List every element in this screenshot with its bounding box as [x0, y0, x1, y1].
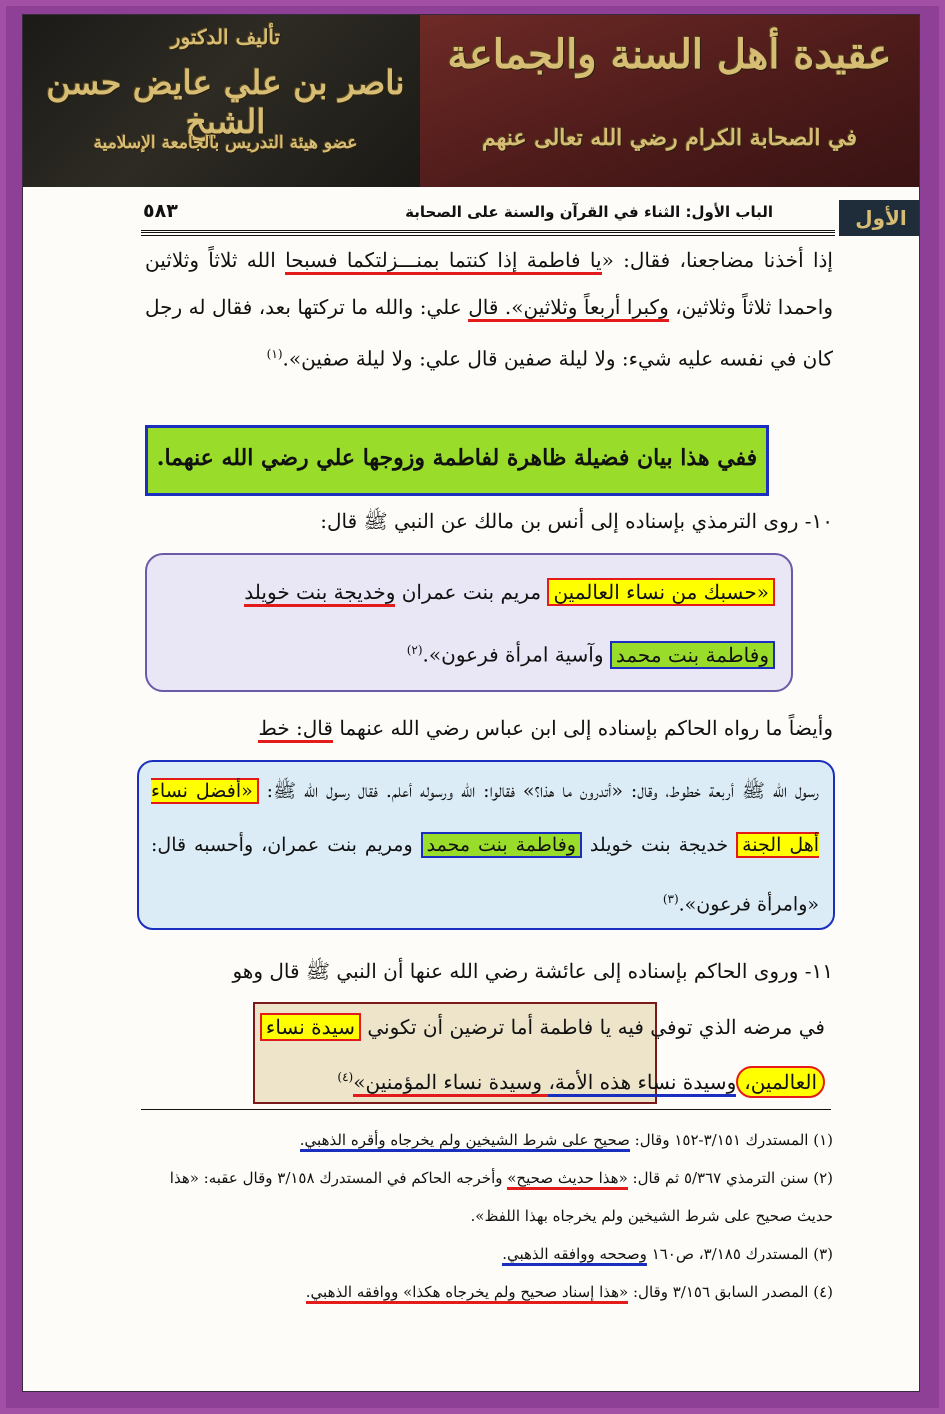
summary-box: [145, 425, 769, 496]
footnote-ref: (١): [266, 347, 283, 361]
header-rule: [141, 230, 835, 236]
circled-phrase: العالمين،: [736, 1066, 825, 1098]
text-span: مريم بنت عمران: [395, 580, 548, 604]
underlined-phrase: وسيدة نساء المؤمنين»: [353, 1070, 548, 1097]
underlined-phrase: وسيدة نساء هذه الأمة،: [548, 1070, 736, 1097]
paragraph-hakim: [145, 705, 833, 752]
footnote-rule: [141, 1109, 831, 1110]
underlined-phrase: قال: خط: [258, 716, 333, 743]
footnote-3: [143, 1235, 833, 1273]
hadith-box-3: [131, 1000, 831, 1104]
hadith-box-1: [145, 553, 793, 692]
volume-badge: الأول: [839, 200, 920, 236]
author-name: ناصر بن علي عايض حسن الشيخ: [46, 63, 405, 141]
footnote-underlined: «هذا حديث صحيح»: [507, 1169, 628, 1190]
paragraph-hadith-intro: [145, 237, 833, 383]
text-span: ومريم بنت عمران، وأحسبه قال: «وامرأة فرعون».: [151, 834, 819, 916]
text-span: إذا أخذنا مضاجعنا، فقال: «: [601, 248, 833, 272]
author-prefix: تأليف الدكتور: [170, 25, 281, 49]
footnote-2: [143, 1159, 833, 1235]
book-subtitle: في الصحابة الكرام رضي الله تعالى عنهم: [482, 125, 857, 151]
hadith-3-text: [135, 1002, 825, 1107]
highlight-phrase: وفاطمة بنت محمد: [421, 832, 582, 858]
scanned-page: [22, 14, 920, 1392]
text-span: خديجة بنت خويلد: [581, 834, 737, 856]
hadith-2-text: [151, 764, 819, 931]
text-span: يا فاطمة أما ترضين أن تكوني: [360, 1015, 612, 1039]
item-10-text: ١٠- روى الترمذي بإسناده إلى أنس بن مالك عن النبي ﷺ قال:: [320, 509, 833, 533]
text-span: وآسية امرأة فرعون».: [422, 642, 610, 667]
chapter-title: الباب الأول: الثناء في القرآن والسنة على الصحابة: [405, 203, 773, 221]
text-span: علي: والله ما تركتها بعد، فقال له رجل كان في نفسه عليه شيء: ولا ليلة صفين قال علي: ولا ليلة صفين».: [145, 295, 833, 371]
footnote-text: وأخرجه الحاكم في المستدرك ٣/١٥٨ وقال عقبه: «هذا حديث صحيح على شرط الشيخين ولم يخرجاه بهذا اللفظ».: [169, 1169, 833, 1225]
hadith-1-text: [161, 563, 775, 684]
highlight-phrase: «حسبك من نساء العالمين: [547, 578, 775, 606]
footnote-text: (٤) المصدر السابق ٣/١٥٦ وقال:: [628, 1283, 833, 1301]
book-title: عقيدة أهل السنة والجماعة: [447, 31, 892, 78]
footnote-underlined: وصححه ووافقه الذهبي.: [502, 1245, 647, 1266]
footnote-text: (٣) المستدرك ٣/١٨٥، ص١٦٠: [646, 1245, 833, 1263]
footnote-text: (٢) سنن الترمذي ٥/٣٦٧ ثم قال:: [627, 1169, 833, 1187]
summary-text: ففي هذا بيان فضيلة ظاهرة لفاطمة وزوجها علي رضي الله عنهما.: [156, 445, 758, 471]
highlight-phrase: سيدة نساء: [260, 1013, 361, 1041]
text-span: الله ثلاثاً وثلاثين واحمدا ثلاثاً وثلاثين،: [145, 248, 833, 319]
hadith-box-2: [137, 760, 835, 930]
text-span: وأيضاً ما رواه الحاكم بإسناده إلى ابن عباس رضي الله عنهما: [332, 716, 833, 740]
text-span: في مرضه الذي توفي فيه: [611, 1015, 825, 1039]
footnote-4: [143, 1273, 833, 1311]
item-11-heading: [145, 948, 833, 995]
footnote-text: (١) المستدرك ٣/١٥١-١٥٢ وقال:: [629, 1131, 833, 1149]
highlight-phrase: «أفضل نساء أهل الجنة: [151, 780, 820, 856]
item-10-heading: [145, 498, 833, 545]
footnotes: [143, 1121, 833, 1311]
text-span: رسول الله ﷺ أربعة خطوط، وقال: «أتدرون ما هذا؟» فقالوا: الله ورسوله أعلم. فقال رسول الله ﷺ:: [258, 780, 819, 802]
underlined-phrase: وكبرا أربعاً وثلاثين». قال: [468, 295, 669, 322]
footnote-underlined: «هذا إسناد صحيح ولم يخرجاه هكذا» ووافقه الذهبي.: [306, 1283, 628, 1304]
running-head: [143, 195, 833, 227]
author-panel: [23, 15, 428, 187]
footnote-ref: (٤): [337, 1070, 354, 1084]
underlined-phrase: وخديجة بنت خويلد: [244, 580, 395, 607]
footnote-ref: (٢): [406, 643, 423, 657]
highlight-phrase: وفاطمة بنت محمد: [610, 641, 775, 669]
footnote-underlined: صحيح على شرط الشيخين ولم يخرجاه وأقره الذهبي.: [300, 1131, 630, 1152]
footnote-1: [143, 1121, 833, 1159]
book-cover-banner: [23, 15, 919, 187]
page-number: ٥٨٣: [143, 200, 178, 222]
item-11-text: ١١- وروى الحاكم بإسناده إلى عائشة رضي الله عنها أن النبي ﷺ قال وهو: [232, 959, 833, 983]
underlined-phrase: يا فاطمة إذا كنتما بمنـــزلتكما فسبحا: [285, 248, 601, 275]
author-affiliation: عضو هيئة التدريس بالجامعة الإسلامية: [93, 133, 358, 153]
footnote-ref: (٣): [662, 892, 679, 906]
title-panel: [420, 15, 919, 187]
